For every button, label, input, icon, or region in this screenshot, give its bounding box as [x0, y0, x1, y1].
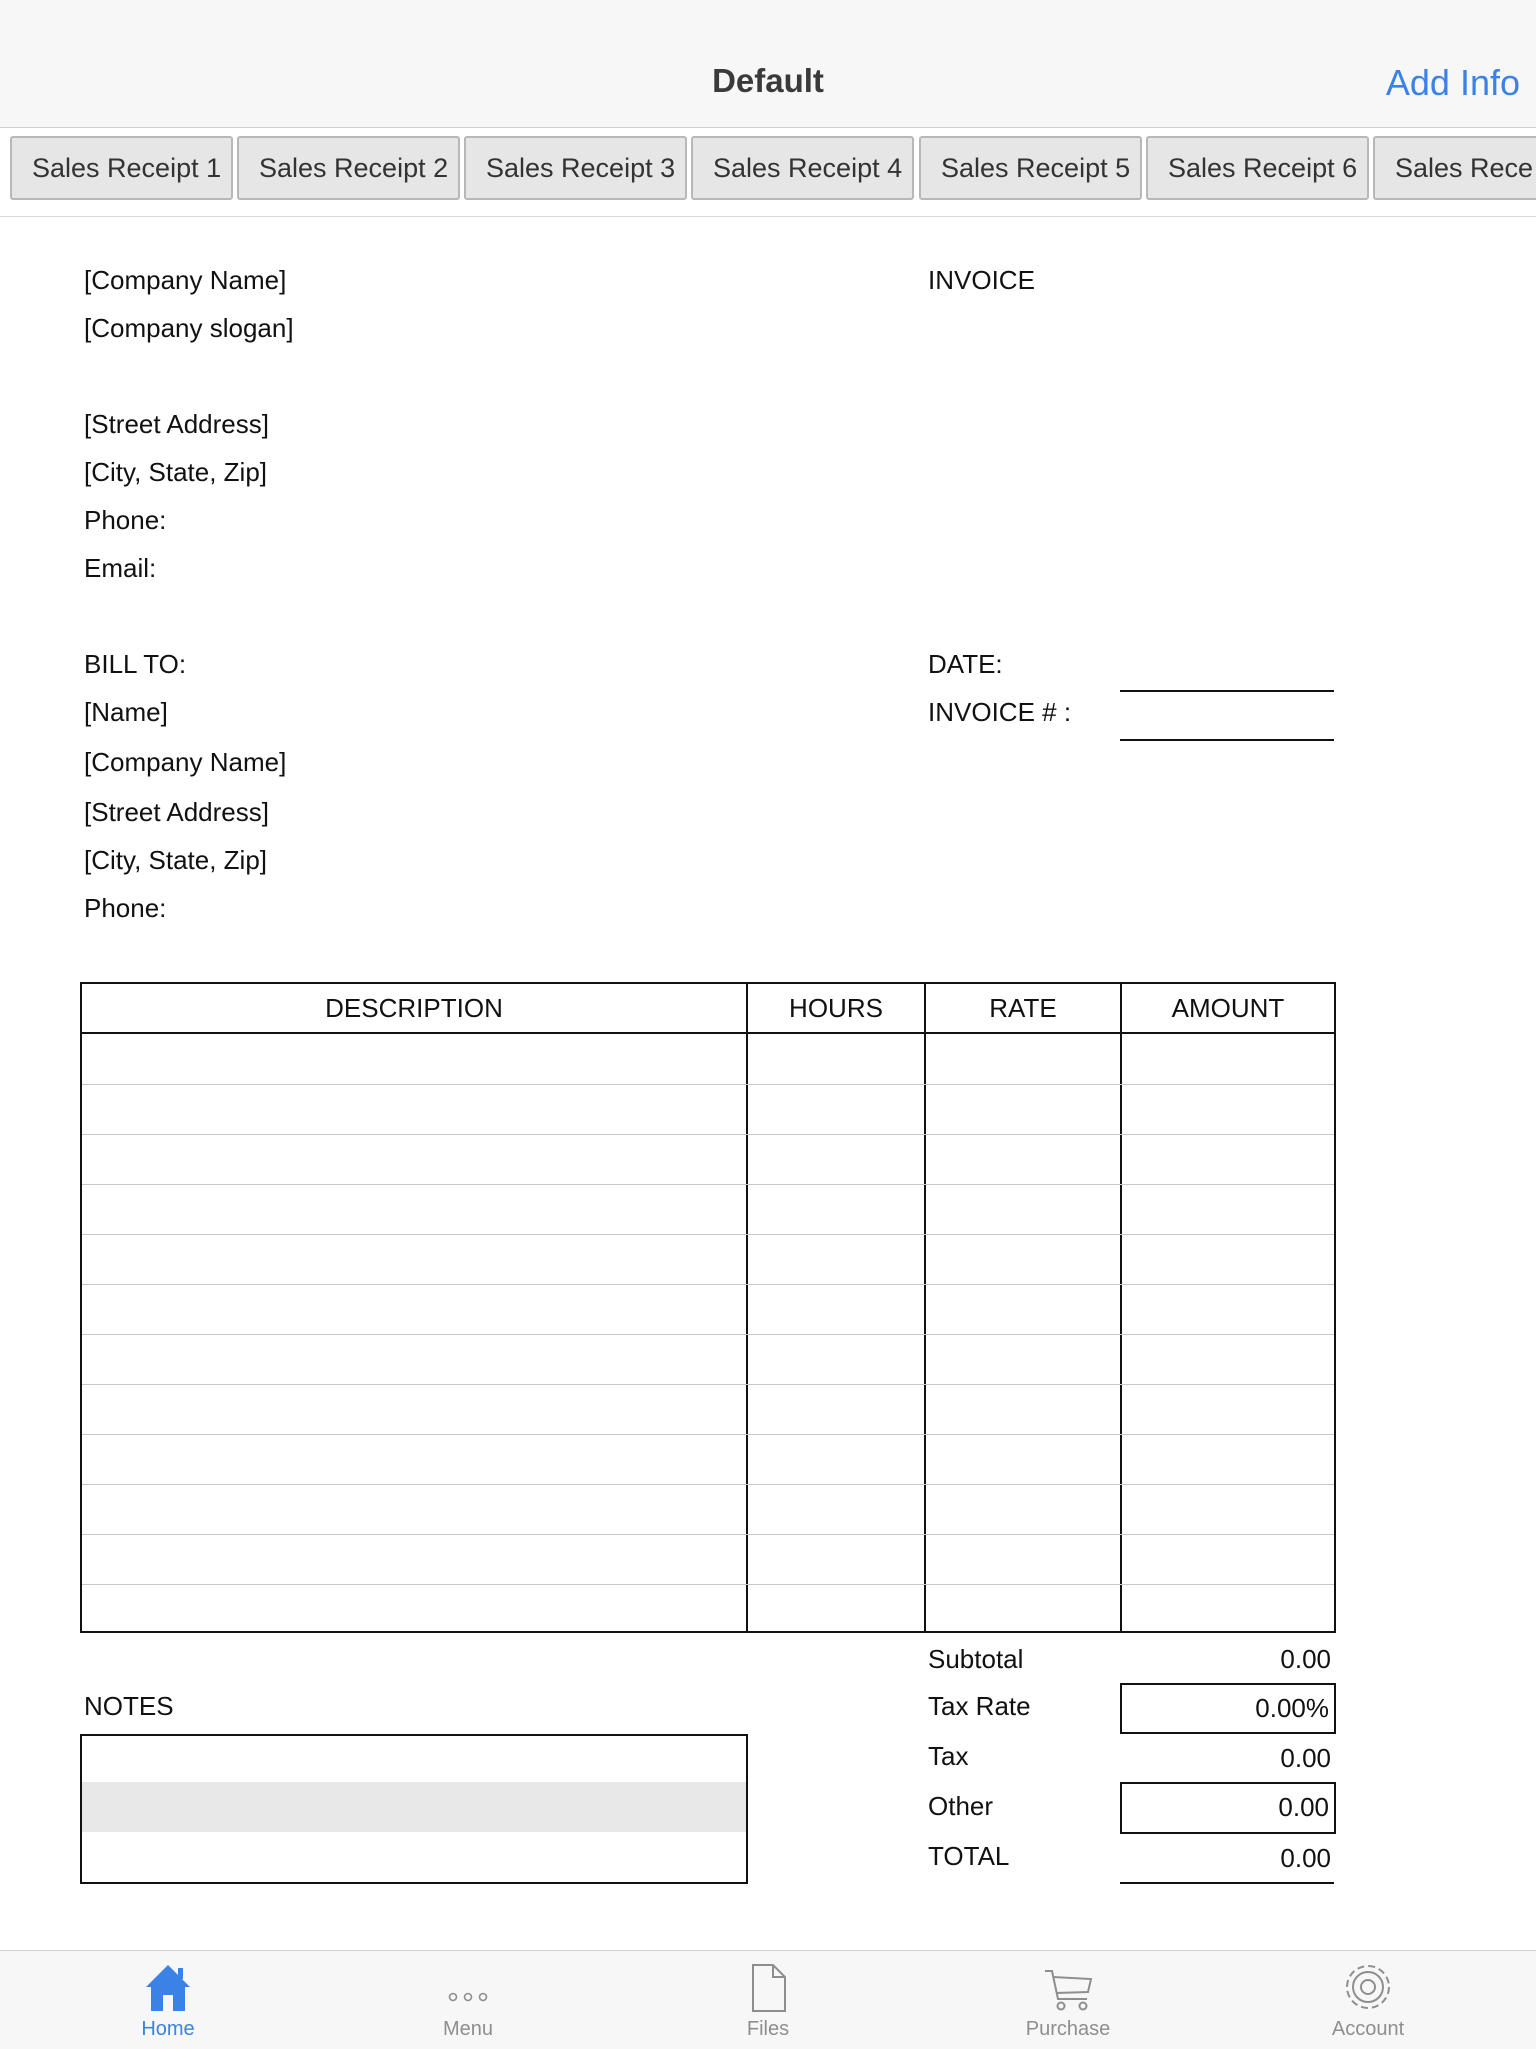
- date-label: DATE:: [928, 649, 1003, 679]
- company-email-field[interactable]: Email:: [84, 553, 157, 583]
- hours-cell[interactable]: [748, 1134, 924, 1184]
- tax-value: 0.00: [1280, 1743, 1331, 1773]
- tabbar-label: Purchase: [1025, 2018, 1111, 2040]
- total-underline: [1120, 1882, 1334, 1884]
- amount-cell[interactable]: [1122, 1134, 1334, 1184]
- rate-cell[interactable]: [926, 1584, 1120, 1634]
- rate-cell[interactable]: [926, 1234, 1120, 1284]
- amount-cell[interactable]: [1122, 1234, 1334, 1284]
- bill-to-phone-field[interactable]: Phone:: [84, 893, 167, 923]
- navigation-bar: [0, 0, 1536, 128]
- rate-cell[interactable]: [926, 1134, 1120, 1184]
- notes-label: NOTES: [84, 1691, 174, 1721]
- description-cell[interactable]: [82, 1084, 746, 1134]
- subtotal-label: Subtotal: [928, 1644, 1024, 1674]
- rate-cell[interactable]: [926, 1084, 1120, 1134]
- invoice-number-field[interactable]: [1120, 739, 1334, 741]
- bill-to-name-field[interactable]: [Name]: [84, 697, 168, 727]
- amount-header: AMOUNT: [1171, 993, 1285, 1023]
- date-field[interactable]: [1120, 690, 1334, 692]
- amount-cell[interactable]: [1122, 1434, 1334, 1484]
- amount-cell[interactable]: [1122, 1334, 1334, 1384]
- other-field[interactable]: 0.00: [1120, 1782, 1336, 1834]
- amount-cell[interactable]: [1122, 1084, 1334, 1134]
- page-title: Default: [712, 62, 824, 99]
- amount-cell[interactable]: [1122, 1034, 1334, 1084]
- rate-cell[interactable]: [926, 1434, 1120, 1484]
- rate-cell[interactable]: [926, 1384, 1120, 1434]
- amount-cell[interactable]: [1122, 1534, 1334, 1584]
- cart-icon: [1043, 1961, 1093, 2015]
- rate-cell[interactable]: [926, 1484, 1120, 1534]
- subtotal-value: 0.00: [1280, 1644, 1331, 1674]
- company-street-field[interactable]: [Street Address]: [84, 409, 269, 439]
- invoice-number-label: INVOICE # :: [928, 697, 1072, 727]
- amount-cell[interactable]: [1122, 1484, 1334, 1534]
- company-phone-field[interactable]: Phone:: [84, 505, 167, 535]
- tab-sales-receipt-5[interactable]: Sales Receipt 5: [919, 136, 1142, 200]
- more-dots-icon: [443, 1961, 493, 2015]
- amount-cell[interactable]: [1122, 1384, 1334, 1434]
- rate-cell[interactable]: [926, 1034, 1120, 1084]
- tabbar-label: Home: [141, 2018, 195, 2040]
- description-cell[interactable]: [82, 1434, 746, 1484]
- amount-cell[interactable]: [1122, 1184, 1334, 1234]
- hours-cell[interactable]: [748, 1584, 924, 1634]
- tabbar-home[interactable]: [18, 1951, 318, 2049]
- company-city-field[interactable]: [City, State, Zip]: [84, 457, 268, 487]
- hours-cell[interactable]: [748, 1334, 924, 1384]
- notes-field[interactable]: [80, 1734, 748, 1884]
- tab-sales-receipt-3[interactable]: Sales Receipt 3: [464, 136, 687, 200]
- description-cell[interactable]: [82, 1534, 746, 1584]
- document-icon: [743, 1961, 793, 2015]
- tax-label: Tax: [928, 1741, 969, 1771]
- rate-cell[interactable]: [926, 1534, 1120, 1584]
- tab-sales-receipt-7[interactable]: Sales Rece: [1373, 136, 1536, 200]
- hours-cell[interactable]: [748, 1284, 924, 1334]
- description-cell[interactable]: [82, 1384, 746, 1434]
- bill-to-street-field[interactable]: [Street Address]: [84, 797, 269, 827]
- bill-to-city-field[interactable]: [City, State, Zip]: [84, 845, 268, 875]
- hours-cell[interactable]: [748, 1484, 924, 1534]
- tab-sales-receipt-1[interactable]: Sales Receipt 1: [10, 136, 233, 200]
- hours-cell[interactable]: [748, 1534, 924, 1584]
- invoice-heading: INVOICE: [928, 265, 1035, 295]
- amount-cell[interactable]: [1122, 1284, 1334, 1334]
- description-cell[interactable]: [82, 1034, 746, 1084]
- hours-cell[interactable]: [748, 1184, 924, 1234]
- description-cell[interactable]: [82, 1334, 746, 1384]
- receipt-tabs: [0, 128, 1536, 217]
- tab-sales-receipt-6[interactable]: Sales Receipt 6: [1146, 136, 1369, 200]
- tabbar-menu[interactable]: [318, 1951, 618, 2049]
- hours-cell[interactable]: [748, 1034, 924, 1084]
- bottom-tab-bar: [0, 1950, 1536, 2049]
- total-label: TOTAL: [928, 1841, 1010, 1871]
- tabbar-account[interactable]: [1218, 1951, 1518, 2049]
- amount-cell[interactable]: [1122, 1584, 1334, 1634]
- add-info-button[interactable]: Add Info: [1385, 62, 1520, 103]
- rate-cell[interactable]: [926, 1334, 1120, 1384]
- line-items-table: [80, 982, 1336, 1633]
- rate-cell[interactable]: [926, 1284, 1120, 1334]
- other-label: Other: [928, 1791, 994, 1821]
- tab-sales-receipt-4[interactable]: Sales Receipt 4: [691, 136, 914, 200]
- tabbar-files[interactable]: [618, 1951, 918, 2049]
- rate-header: RATE: [989, 993, 1057, 1023]
- tab-sales-receipt-2[interactable]: Sales Receipt 2: [237, 136, 460, 200]
- rate-cell[interactable]: [926, 1184, 1120, 1234]
- tax-rate-field[interactable]: 0.00%: [1120, 1683, 1336, 1734]
- description-cell[interactable]: [82, 1484, 746, 1534]
- company-name-field[interactable]: [Company Name]: [84, 265, 287, 295]
- notes-selected-line: [82, 1782, 746, 1832]
- gear-icon: [1343, 1961, 1393, 2015]
- description-cell[interactable]: [82, 1584, 746, 1634]
- company-slogan-field[interactable]: [Company slogan]: [84, 313, 294, 343]
- hours-cell[interactable]: [748, 1384, 924, 1434]
- description-cell[interactable]: [82, 1234, 746, 1284]
- description-cell[interactable]: [82, 1284, 746, 1334]
- bill-to-heading: BILL TO:: [84, 649, 187, 679]
- hours-cell[interactable]: [748, 1234, 924, 1284]
- tabbar-label: Files: [746, 2018, 790, 2040]
- tabbar-purchase[interactable]: [918, 1951, 1218, 2049]
- hours-cell[interactable]: [748, 1434, 924, 1484]
- tabbar-label: Account: [1331, 2018, 1405, 2040]
- bill-to-company-field[interactable]: [Company Name]: [84, 747, 287, 777]
- hours-header: HOURS: [789, 993, 883, 1023]
- total-value: 0.00: [1280, 1843, 1331, 1873]
- tabbar-label: Menu: [442, 2018, 494, 2040]
- description-cell[interactable]: [82, 1134, 746, 1184]
- tax-rate-label: Tax Rate: [928, 1691, 1031, 1721]
- home-icon: [143, 1961, 193, 2015]
- hours-cell[interactable]: [748, 1084, 924, 1134]
- description-header: DESCRIPTION: [325, 993, 503, 1023]
- description-cell[interactable]: [82, 1184, 746, 1234]
